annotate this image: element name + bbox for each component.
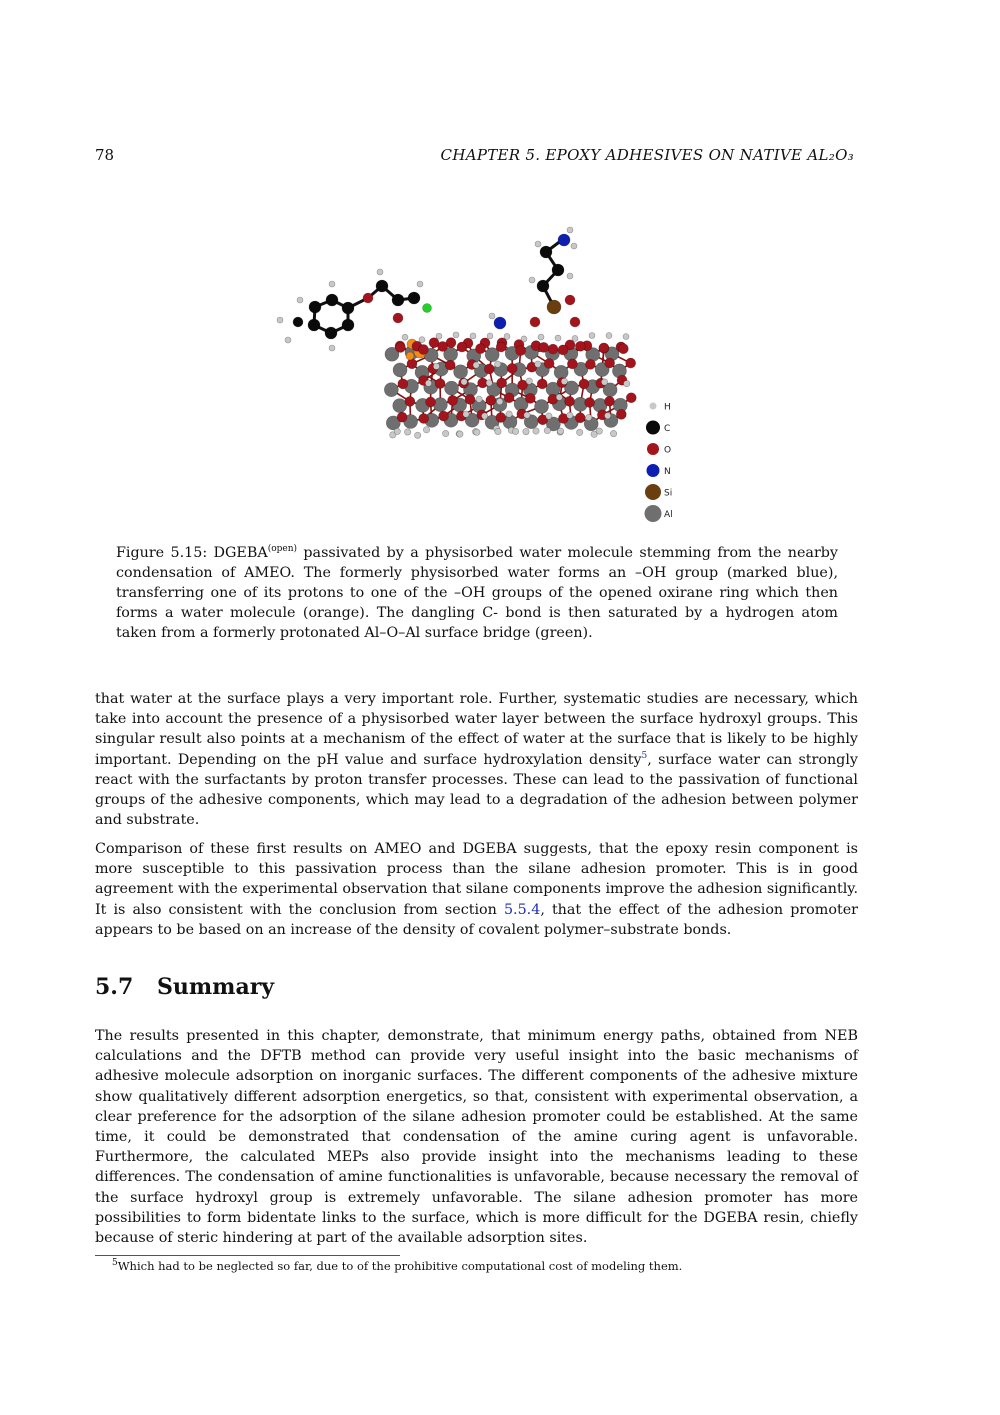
- atom-h: [567, 273, 573, 279]
- atom-h: [567, 227, 573, 233]
- atom-c: [308, 319, 320, 331]
- molecule-atoms: [277, 227, 636, 439]
- section-number: 5.7: [95, 974, 134, 1000]
- atom-o: [575, 413, 585, 423]
- atom-o: [579, 379, 589, 389]
- atom-al: [384, 383, 398, 397]
- atom-h: [481, 413, 487, 419]
- atom-c: [408, 292, 420, 304]
- atom-h: [476, 396, 482, 402]
- legend-swatch-h: [650, 403, 657, 410]
- atom-h: [504, 333, 510, 339]
- atom-h: [377, 269, 383, 275]
- atom-h: [606, 333, 612, 339]
- atom-o: [567, 359, 577, 369]
- atom-h: [535, 241, 541, 247]
- atom-h: [329, 281, 335, 287]
- atom-h: [417, 281, 423, 287]
- atom-h: [470, 333, 476, 339]
- section-ref-link[interactable]: 5.5.4: [503, 901, 541, 918]
- caption-label: Figure 5.15:: [116, 545, 208, 561]
- figure-legend: [645, 403, 673, 523]
- atom-h: [495, 428, 501, 434]
- atom-o: [445, 360, 455, 370]
- atom-h: [601, 379, 607, 385]
- body-paragraph: [95, 689, 858, 830]
- atom-h: [589, 333, 595, 339]
- atom-o: [565, 295, 575, 305]
- atom-o: [496, 342, 506, 352]
- atom-h: [461, 379, 467, 385]
- atom-h: [555, 335, 561, 341]
- page-number: 78: [95, 146, 115, 164]
- atom-h: [576, 429, 582, 435]
- atom-o: [516, 346, 526, 356]
- atom-h: [404, 429, 410, 435]
- atom-h: [524, 412, 530, 418]
- atom-al: [454, 365, 468, 379]
- atom-h: [497, 398, 503, 404]
- atom-o: [626, 358, 636, 368]
- legend-swatch-si: [645, 484, 661, 500]
- atom-o: [605, 358, 615, 368]
- legend-swatch-o: [647, 443, 659, 455]
- atom-h: [297, 297, 303, 303]
- atom-o: [575, 341, 585, 351]
- footnote-mark: 5: [112, 1258, 118, 1269]
- body-paragraph: [95, 839, 858, 940]
- section-title: Summary: [157, 974, 275, 1000]
- atom-o: [537, 379, 547, 389]
- atom-o: [570, 317, 580, 327]
- legend-label-c: C: [664, 424, 671, 434]
- atom-c: [392, 294, 404, 306]
- atom-o: [395, 342, 405, 352]
- atom-h: [533, 428, 539, 434]
- atom-h: [624, 380, 630, 386]
- atom-h: [586, 414, 592, 420]
- atom-al: [445, 381, 459, 395]
- atom-o: [405, 396, 415, 406]
- paragraph-text: Comparison of these first results on AMEO and DGEBA suggests, that the epoxy resin component is more susceptible to this passivation process than the silane adhesion promoter. This is in good agreement with the experimental observation that silane components improve the adhesion significantly. It is also consistent with the conclusion from section: [95, 841, 858, 918]
- atom-o: [457, 342, 467, 352]
- atom-o: [465, 394, 475, 404]
- atom-h: [494, 361, 500, 367]
- legend-label-n: N: [664, 467, 671, 477]
- atom-al: [393, 363, 407, 377]
- atom-c: [342, 302, 354, 314]
- atom-proton: [423, 304, 432, 313]
- atom-o: [544, 358, 554, 368]
- atom-o: [585, 398, 595, 408]
- atom-o: [484, 364, 494, 374]
- atom-h: [523, 428, 529, 434]
- atom-h: [463, 411, 469, 417]
- atom-h: [546, 413, 552, 419]
- caption-superscript: (open): [267, 544, 298, 555]
- paragraph-text: , that the effect of the adhesion promoter appears to be based on an increase of the density of covalent polymer–substrate bonds.: [95, 901, 858, 938]
- atom-h: [285, 337, 291, 343]
- atom-c: [376, 280, 388, 292]
- atom-h: [436, 333, 442, 339]
- atom-h: [277, 317, 283, 323]
- atom-o: [419, 345, 429, 355]
- atom-h: [394, 428, 400, 434]
- atom-o: [525, 393, 535, 403]
- molecule-figure: [270, 222, 690, 532]
- atom-h: [567, 412, 573, 418]
- atom-o: [539, 342, 549, 352]
- atom-h: [402, 334, 408, 340]
- atom-h: [596, 428, 602, 434]
- atom-h: [571, 243, 577, 249]
- atom-o: [618, 344, 628, 354]
- atom-o: [548, 344, 558, 354]
- footnote-ref[interactable]: 5: [641, 750, 648, 761]
- atom-h: [474, 429, 480, 435]
- atom-h: [623, 334, 629, 340]
- atom-o: [605, 396, 615, 406]
- atom-o: [626, 393, 636, 403]
- footnote-rule: [95, 1255, 400, 1256]
- atom-o: [393, 313, 403, 323]
- caption-text: passivated by a physisorbed water molecule stemming from the nearby condensation of AMEO. The formerly physisorbed water forms an –OH group (marked blue), transferring one of its protons to one of the –OH groups of the opened oxirane ring which then forms a water molecule (orange). The dangling C- bond is then saturated by a hydrogen atom taken from a formerly protonated Al–O–Al surface bridge (green).: [116, 545, 839, 641]
- atom-h: [506, 411, 512, 417]
- atom-o: [438, 341, 448, 351]
- atom-n: [558, 234, 570, 246]
- atom-o: [599, 343, 609, 353]
- atom-h: [521, 336, 527, 342]
- legend-swatch-al: [645, 505, 662, 522]
- atom-h: [489, 313, 495, 319]
- atom-si: [547, 300, 561, 314]
- atom-h: [604, 412, 610, 418]
- summary-paragraph: The results presented in this chapter, demonstrate, that minimum energy paths, obtained from NEB calculations and the DFTB method can provide very useful insight into the basic mechanisms of adhesive molecule adsorption on inorganic surfaces. The different components of the adhesive mixture show qualitatively different adsorption energetics, so that, consistent with experimental observation, a clear preference for the adsorption of the silane adhesion promoter could be established. At the same time, it could be demonstrated that condensation of the amine curing agent is unfavorable. Furthermore, the calculated MEPs also provide insight into the mechanisms leading to these differences. The condensation of amine functionalities is unfavorable, because necessary the removal of the surface hydroxyl group is extremely unfavorable. The silane adhesion promoter has more possibilities to form bidentate links to the surface, which is more difficult for the DGEBA resin, chiefly because of steric hindering at part of the available adsorption sites.: [95, 1028, 858, 1247]
- atom-h: [414, 432, 420, 438]
- atom-o: [398, 379, 408, 389]
- atom-h: [512, 428, 518, 434]
- atom-c: [309, 301, 321, 313]
- atom-h: [453, 332, 459, 338]
- atom-o: [426, 397, 436, 407]
- running-title: CHAPTER 5. EPOXY ADHESIVES ON NATIVE AL₂O₃: [440, 146, 854, 164]
- atom-h: [557, 428, 563, 434]
- atom-o: [419, 414, 429, 424]
- atom-h: [529, 277, 535, 283]
- atom-n: [494, 317, 506, 329]
- atom-o: [397, 412, 407, 422]
- footnote: [112, 1259, 682, 1273]
- atom-o: [504, 393, 514, 403]
- legend-label-o: O: [664, 445, 672, 456]
- atom-h: [572, 335, 578, 341]
- atom-o: [363, 293, 373, 303]
- atom-h: [535, 361, 541, 367]
- atom-al: [393, 399, 407, 413]
- atom-o: [496, 413, 506, 423]
- atom-o: [507, 363, 517, 373]
- atom-h: [610, 430, 616, 436]
- atom-al: [535, 400, 549, 414]
- section-heading: [95, 974, 274, 1000]
- atom-h: [486, 380, 492, 386]
- atom-c: [552, 264, 564, 276]
- atom-o: [530, 317, 540, 327]
- atom-c: [326, 294, 338, 306]
- atom-c: [293, 317, 303, 327]
- atom-h: [561, 378, 567, 384]
- atom-h: [526, 378, 532, 384]
- figure-caption: [116, 543, 838, 643]
- atom-h: [457, 431, 463, 437]
- atom-o: [497, 378, 507, 388]
- atom-o: [435, 379, 445, 389]
- atom-o: [565, 396, 575, 406]
- atom-h: [487, 333, 493, 339]
- atom-c: [325, 327, 337, 339]
- atom-c: [342, 319, 354, 331]
- atom-o: [616, 409, 626, 419]
- atom-h: [538, 334, 544, 340]
- atom-h: [442, 430, 448, 436]
- legend-label-al: Al: [664, 510, 673, 520]
- legend-swatch-c: [646, 421, 660, 435]
- atom-h: [423, 427, 429, 433]
- footnote-text: Which had to be neglected so far, due to of the prohibitive computational cost of modeling them.: [117, 1259, 683, 1273]
- atom-al: [554, 365, 568, 379]
- atom-c: [540, 246, 552, 258]
- atom-o: [558, 345, 568, 355]
- atom-h: [556, 394, 562, 400]
- atom-h: [425, 380, 431, 386]
- atom-o: [448, 395, 458, 405]
- atom-water: [406, 352, 414, 360]
- paragraph-text: that water at the surface plays a very important role. Further, systematic studies are necessary, which take into account the presence of a physisorbed water layer between the surface hydroxyl groups. This singular result also points at a mechanism of the effect of water at the surface that is likely to be highly important. Depending on the pH value and surface hydroxylation density: [95, 691, 858, 768]
- atom-o: [585, 359, 595, 369]
- legend-label-si: Si: [664, 488, 673, 499]
- atom-c: [537, 280, 549, 292]
- atom-h: [329, 345, 335, 351]
- atom-h: [473, 362, 479, 368]
- atom-h: [544, 427, 550, 433]
- legend-swatch-n: [647, 464, 660, 477]
- atom-h: [433, 363, 439, 369]
- atom-al: [433, 398, 447, 412]
- atom-o: [475, 344, 485, 354]
- atom-o: [486, 395, 496, 405]
- atom-o: [407, 359, 417, 369]
- paragraph-text: , surface water can strongly react with the surfactants by proton transfer processes. These can lead to the passivation of functional groups of the adhesive components, which may lead to a degradation of the adhesion between polymer and substrate.: [95, 751, 858, 829]
- caption-title: DGEBA: [213, 545, 268, 561]
- legend-label-h: H: [664, 402, 671, 413]
- atom-o: [439, 411, 449, 421]
- atom-h: [419, 337, 425, 343]
